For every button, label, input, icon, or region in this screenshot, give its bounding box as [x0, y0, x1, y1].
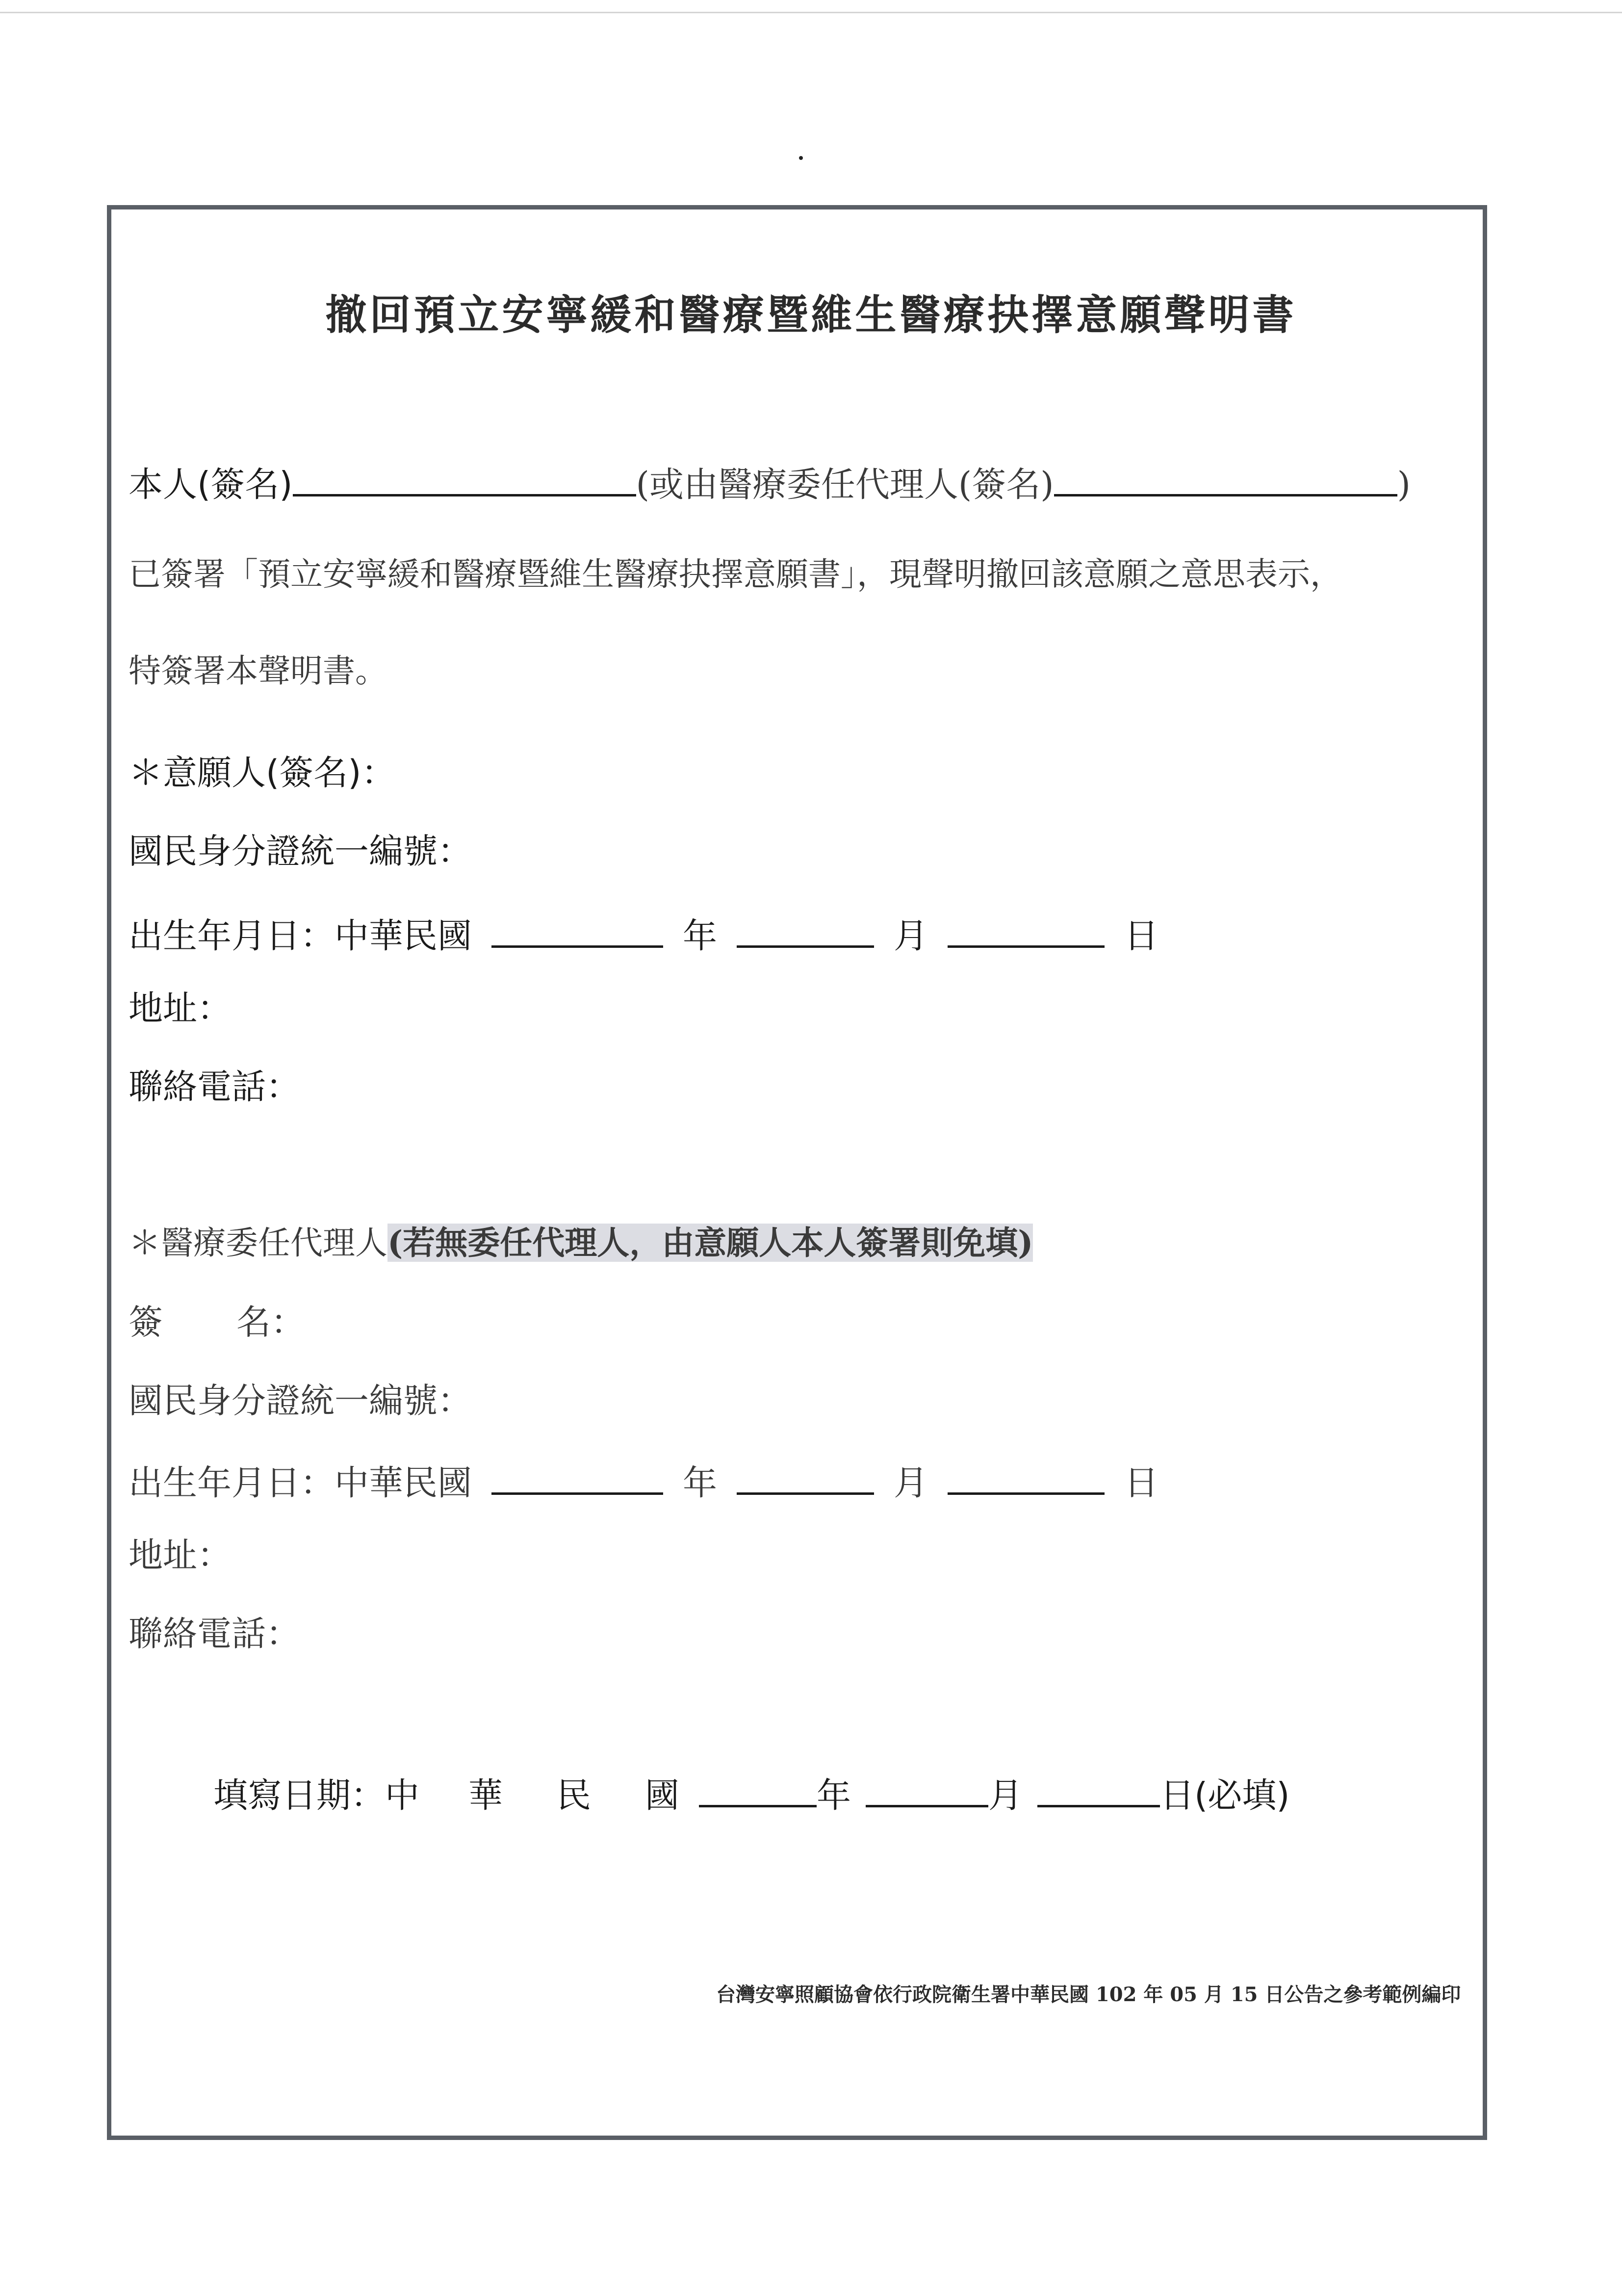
agent-heading: ＊醫療委任代理人 — [129, 1224, 387, 1262]
agent-birth-label: 出生年月日：中華民國 — [129, 1462, 472, 1503]
fill-date-year-label: 年 — [817, 1775, 851, 1816]
fill-date-required-note: (必填) — [1194, 1775, 1290, 1816]
agent-month-blank[interactable] — [737, 1460, 874, 1495]
declarant-birth-line — [129, 913, 1159, 956]
agent-address-label: 地址： — [129, 1535, 232, 1575]
fill-date-guo: 國 — [645, 1775, 679, 1816]
fill-date-day-blank[interactable] — [1037, 1772, 1160, 1807]
declarant-id-label: 國民身分證統一編號： — [129, 831, 472, 871]
agent-month-label: 月 — [894, 1462, 928, 1503]
declarant-month-blank[interactable] — [737, 913, 874, 948]
agent-sign-label-1: 簽 — [129, 1302, 163, 1342]
self-signature-label: 本人(簽名) — [129, 464, 293, 505]
scan-dot — [799, 156, 803, 160]
declarant-year-label: 年 — [683, 915, 717, 956]
intro-signature-line — [129, 461, 1411, 505]
agent-sign-line — [129, 1302, 305, 1342]
scan-edge-line — [0, 12, 1622, 13]
fill-date-year-blank[interactable] — [699, 1772, 817, 1807]
intro-statement-line: 已簽署「預立安寧緩和醫療暨維生醫療抉擇意願書」，現聲明撤回該意願之意思表示， — [129, 555, 1342, 593]
fill-date-hua: 華 — [468, 1775, 503, 1816]
declarant-address-label: 地址： — [129, 988, 232, 1028]
declarant-day-label: 日 — [1124, 915, 1159, 956]
intro-statement-end: 特簽署本聲明書。 — [129, 652, 387, 690]
agent-heading-line — [129, 1224, 1033, 1262]
form-title: 撤回預立安寧緩和醫療暨維生醫療抉擇意願聲明書 — [325, 290, 1297, 339]
self-signature-blank[interactable] — [293, 461, 636, 496]
declarant-heading: ＊意願人(簽名)： — [129, 753, 396, 793]
fill-date-label: 填寫日期：中 — [213, 1775, 419, 1816]
agent-id-label: 國民身分證統一編號： — [129, 1381, 472, 1421]
agent-birth-line — [129, 1460, 1159, 1503]
agent-optional-note: (若無委任代理人，由意願人本人簽署則免填) — [387, 1224, 1033, 1262]
agent-signature-blank[interactable] — [1054, 461, 1397, 496]
fill-date-min: 民 — [557, 1775, 591, 1816]
fill-date-month-blank[interactable] — [866, 1772, 988, 1807]
declarant-phone-label: 聯絡電話： — [129, 1067, 300, 1107]
agent-signature-label: (或由醫療委任代理人(簽名) — [636, 464, 1054, 505]
agent-day-blank[interactable] — [948, 1460, 1105, 1495]
declarant-month-label: 月 — [894, 915, 928, 956]
agent-year-blank[interactable] — [491, 1460, 663, 1495]
declarant-year-blank[interactable] — [491, 913, 663, 948]
fill-date-month-label: 月 — [988, 1775, 1023, 1816]
agent-signature-close: ) — [1397, 464, 1411, 505]
agent-day-label: 日 — [1124, 1462, 1159, 1503]
declarant-day-blank[interactable] — [948, 913, 1105, 948]
publisher-note: 台灣安寧照顧協會依行政院衛生署中華民國 102 年 05 月 15 日公告之參考範例編印 — [716, 1983, 1461, 2006]
agent-year-label: 年 — [683, 1462, 717, 1503]
fill-date-line — [213, 1772, 1290, 1816]
agent-phone-label: 聯絡電話： — [129, 1614, 300, 1654]
agent-sign-label-2: 名： — [236, 1302, 305, 1342]
fill-date-day-label: 日 — [1160, 1775, 1194, 1816]
declarant-birth-label: 出生年月日：中華民國 — [129, 915, 472, 956]
